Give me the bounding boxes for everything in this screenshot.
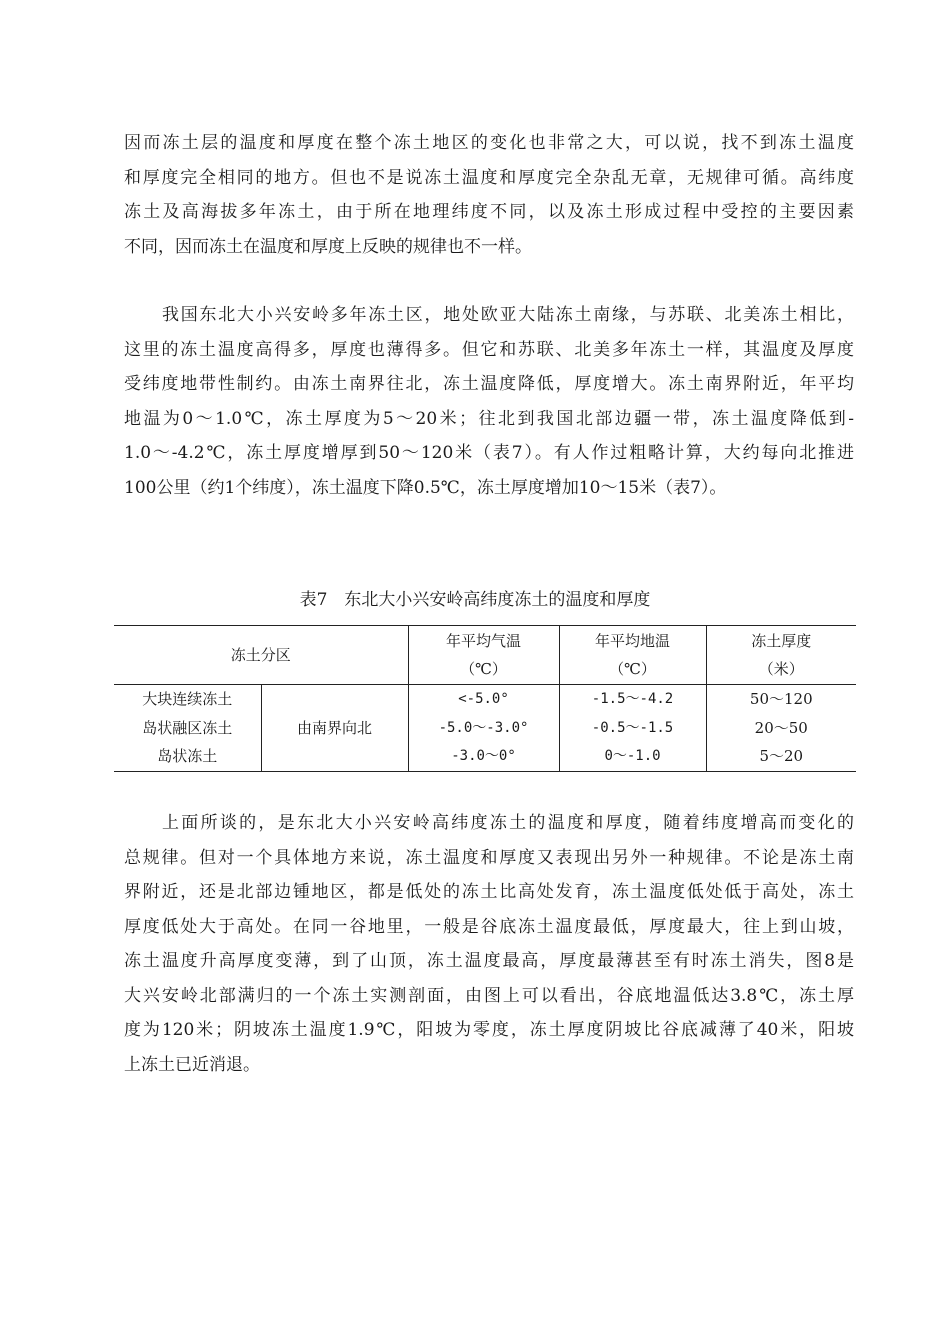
header-thickness-unit: （米） <box>758 660 804 678</box>
paragraph-2 <box>124 298 854 505</box>
header-ground-temp <box>559 626 706 685</box>
header-air-temp-label: 年平均气温 <box>446 632 522 650</box>
paragraph-line: 上冻土已近消退。 <box>124 1054 260 1075</box>
paragraph-line: 冻土及高海拔多年冻土，由于所在地理纬度不同，以及冻土形成过程中受控的主要因素 <box>124 202 854 222</box>
table-row <box>114 714 856 743</box>
paragraph-line: 总规律。但对一个具体地方来说，冻土温度和厚度又表现出另外一种规律。不论是冻土南 <box>124 847 854 868</box>
thickness-cell: 20～50 <box>706 714 856 743</box>
air-temp-cell: <-5.0° <box>408 685 559 714</box>
table-caption: 表7 东北大小兴安岭高纬度冻土的温度和厚度 <box>299 590 651 610</box>
table-row <box>114 685 856 714</box>
paragraph-line: 我国东北大小兴安岭多年冻土区，地处欧亚大陆冻土南缘，与苏联、北美冻土相比， <box>162 305 854 325</box>
paragraph-line: 这里的冻土温度高得多，厚度也薄得多。但它和苏联、北美多年冻土一样，其温度及厚度 <box>124 339 854 360</box>
ground-temp-cell: 0～-1.0 <box>559 742 706 771</box>
zone-cell: 岛状融区冻土 <box>142 718 233 737</box>
paragraph-line: 冻土温度升高厚度变薄，到了山顶，冻土温度最高，厚度最薄甚至有时冻土消失，图8是 <box>124 951 854 971</box>
header-thickness-label: 冻土厚度 <box>751 632 812 650</box>
paragraph-line: 不同，因而冻土在温度和厚度上反映的规律也不一样。 <box>124 236 532 257</box>
air-temp-cell: -5.0～-3.0° <box>408 714 559 743</box>
header-ground-temp-unit: （℃） <box>609 660 656 678</box>
zone-cell: 大块连续冻土 <box>142 690 233 708</box>
paragraph-line: 厚度低处大于高处。在同一谷地里，一般是谷底冻土温度最低，厚度最大，往上到山坡， <box>124 916 854 937</box>
air-temp-cell: -3.0～0° <box>408 742 559 771</box>
header-zone: 冻土分区 <box>114 626 408 685</box>
direction-cell: 由南界向北 <box>261 685 408 772</box>
header-air-temp-unit: （℃） <box>460 660 507 678</box>
header-ground-temp-label: 年平均地温 <box>595 632 671 650</box>
paragraph-line: 上面所谈的，是东北大小兴安岭高纬度冻土的温度和厚度，随着纬度增高而变化的 <box>162 813 854 833</box>
paragraph-3 <box>124 806 854 1082</box>
header-thickness <box>706 626 856 685</box>
table-header-row <box>114 626 856 685</box>
zone-cell: 岛状冻土 <box>114 742 261 771</box>
paragraph-line: 地温为0～1.0℃，冻土厚度为5～20米；往北到我国北部边疆一带，冻土温度降低到- <box>124 408 854 429</box>
frozen-soil-table <box>114 625 856 772</box>
ground-temp-cell: -1.5～-4.2 <box>559 685 706 714</box>
paragraph-line: 1.0～-4.2℃，冻土厚度增厚到50～120米（表7）。有人作过粗略计算，大约每向北推进 <box>124 443 854 463</box>
paragraph-line: 100公里（约1个纬度），冻土温度下降0.5℃，冻土厚度增加10～15米（表7）。 <box>124 477 727 498</box>
paragraph-line: 因而冻土层的温度和厚度在整个冻土地区的变化也非常之大，可以说，找不到冻土温度 <box>124 133 854 153</box>
paragraph-line: 和厚度完全相同的地方。但也不是说冻土温度和厚度完全杂乱无章，无规律可循。高纬度 <box>124 167 854 188</box>
paragraph-line: 大兴安岭北部满归的一个冻土实测剖面，由图上可以看出，谷底地温低达3.8℃，冻土厚 <box>124 985 854 1006</box>
paragraph-line: 受纬度地带性制约。由冻土南界往北，冻土温度降低，厚度增大。冻土南界附近，年平均 <box>124 374 854 394</box>
paragraph-line: 度为120米；阴坡冻土温度1.9℃，阳坡为零度，冻土厚度阴坡比谷底减薄了40米，阳坡 <box>124 1020 854 1040</box>
table-row <box>114 742 856 771</box>
thickness-cell: 5～20 <box>706 742 856 771</box>
paragraph-1 <box>124 126 854 264</box>
header-air-temp <box>408 626 559 685</box>
ground-temp-cell: -0.5～-1.5 <box>559 714 706 743</box>
thickness-cell: 50～120 <box>706 685 856 714</box>
paragraph-line: 界附近，还是北部边锺地区，都是低处的冻土比高处发育，冻土温度低处低于高处，冻土 <box>124 882 854 902</box>
